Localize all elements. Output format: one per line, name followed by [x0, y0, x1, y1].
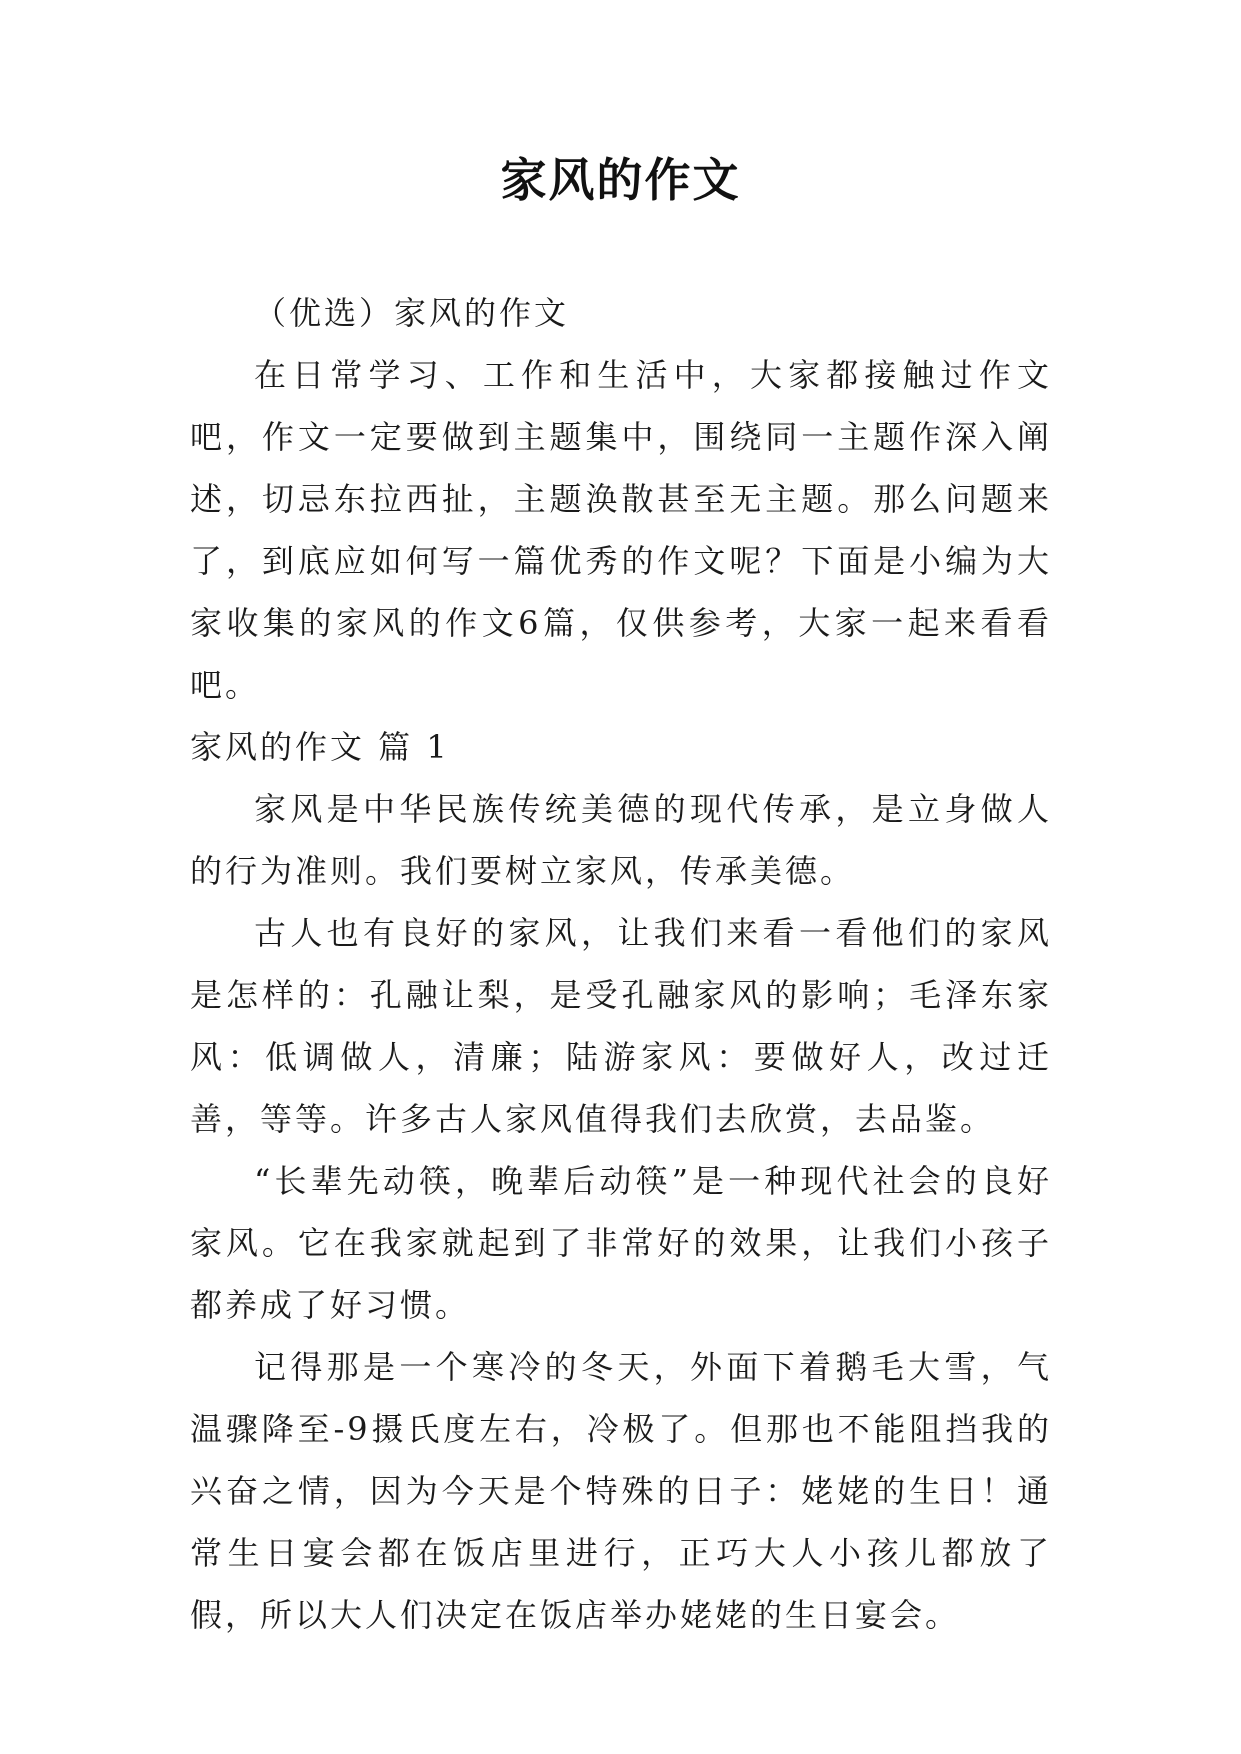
paragraph: “长辈先动筷，晚辈后动筷”是一种现代社会的良好家风。它在我家就起到了非常好的效果，让我们小孩子都养成了好习惯。	[190, 1162, 1052, 1324]
document-title: 家风的作文	[500, 153, 741, 207]
paragraph: 古人也有良好的家风，让我们来看一看他们的家风是怎样的：孔融让梨，是受孔融家风的影响；毛泽东家风：低调做人，清廉；陆游家风：要做好人，改过迁善，等等。许多古人家风值得我们去欣赏，去品鉴。	[190, 914, 1052, 1138]
paragraph: 记得那是一个寒冷的冬天，外面下着鹅毛大雪，气温骤降至-9摄氏度左右，冷极了。但那也不能阻挡我的兴奋之情，因为今天是个特殊的日子：姥姥的生日！通常生日宴会都在饭店里进行，正巧大人小孩儿都放了假，所以大人们决定在饭店举办姥姥的生日宴会。	[190, 1348, 1052, 1634]
intro-block	[190, 282, 1052, 716]
document-subtitle: （优选）家风的作文	[254, 294, 570, 332]
paragraph: 家风是中华民族传统美德的现代传承，是立身做人的行为准则。我们要树立家风，传承美德。	[190, 790, 1052, 890]
intro-paragraph: 在日常学习、工作和生活中，大家都接触过作文吧，作文一定要做到主题集中，围绕同一主题作深入阐述，切忌东拉西扯，主题涣散甚至无主题。那么问题来了，到底应如何写一篇优秀的作文呢？下面是小编为大家收集的家风的作文6篇，仅供参考，大家一起来看看吧。	[190, 356, 1052, 704]
section-1	[190, 716, 1052, 1646]
section-heading: 家风的作文 篇 1	[190, 728, 450, 766]
